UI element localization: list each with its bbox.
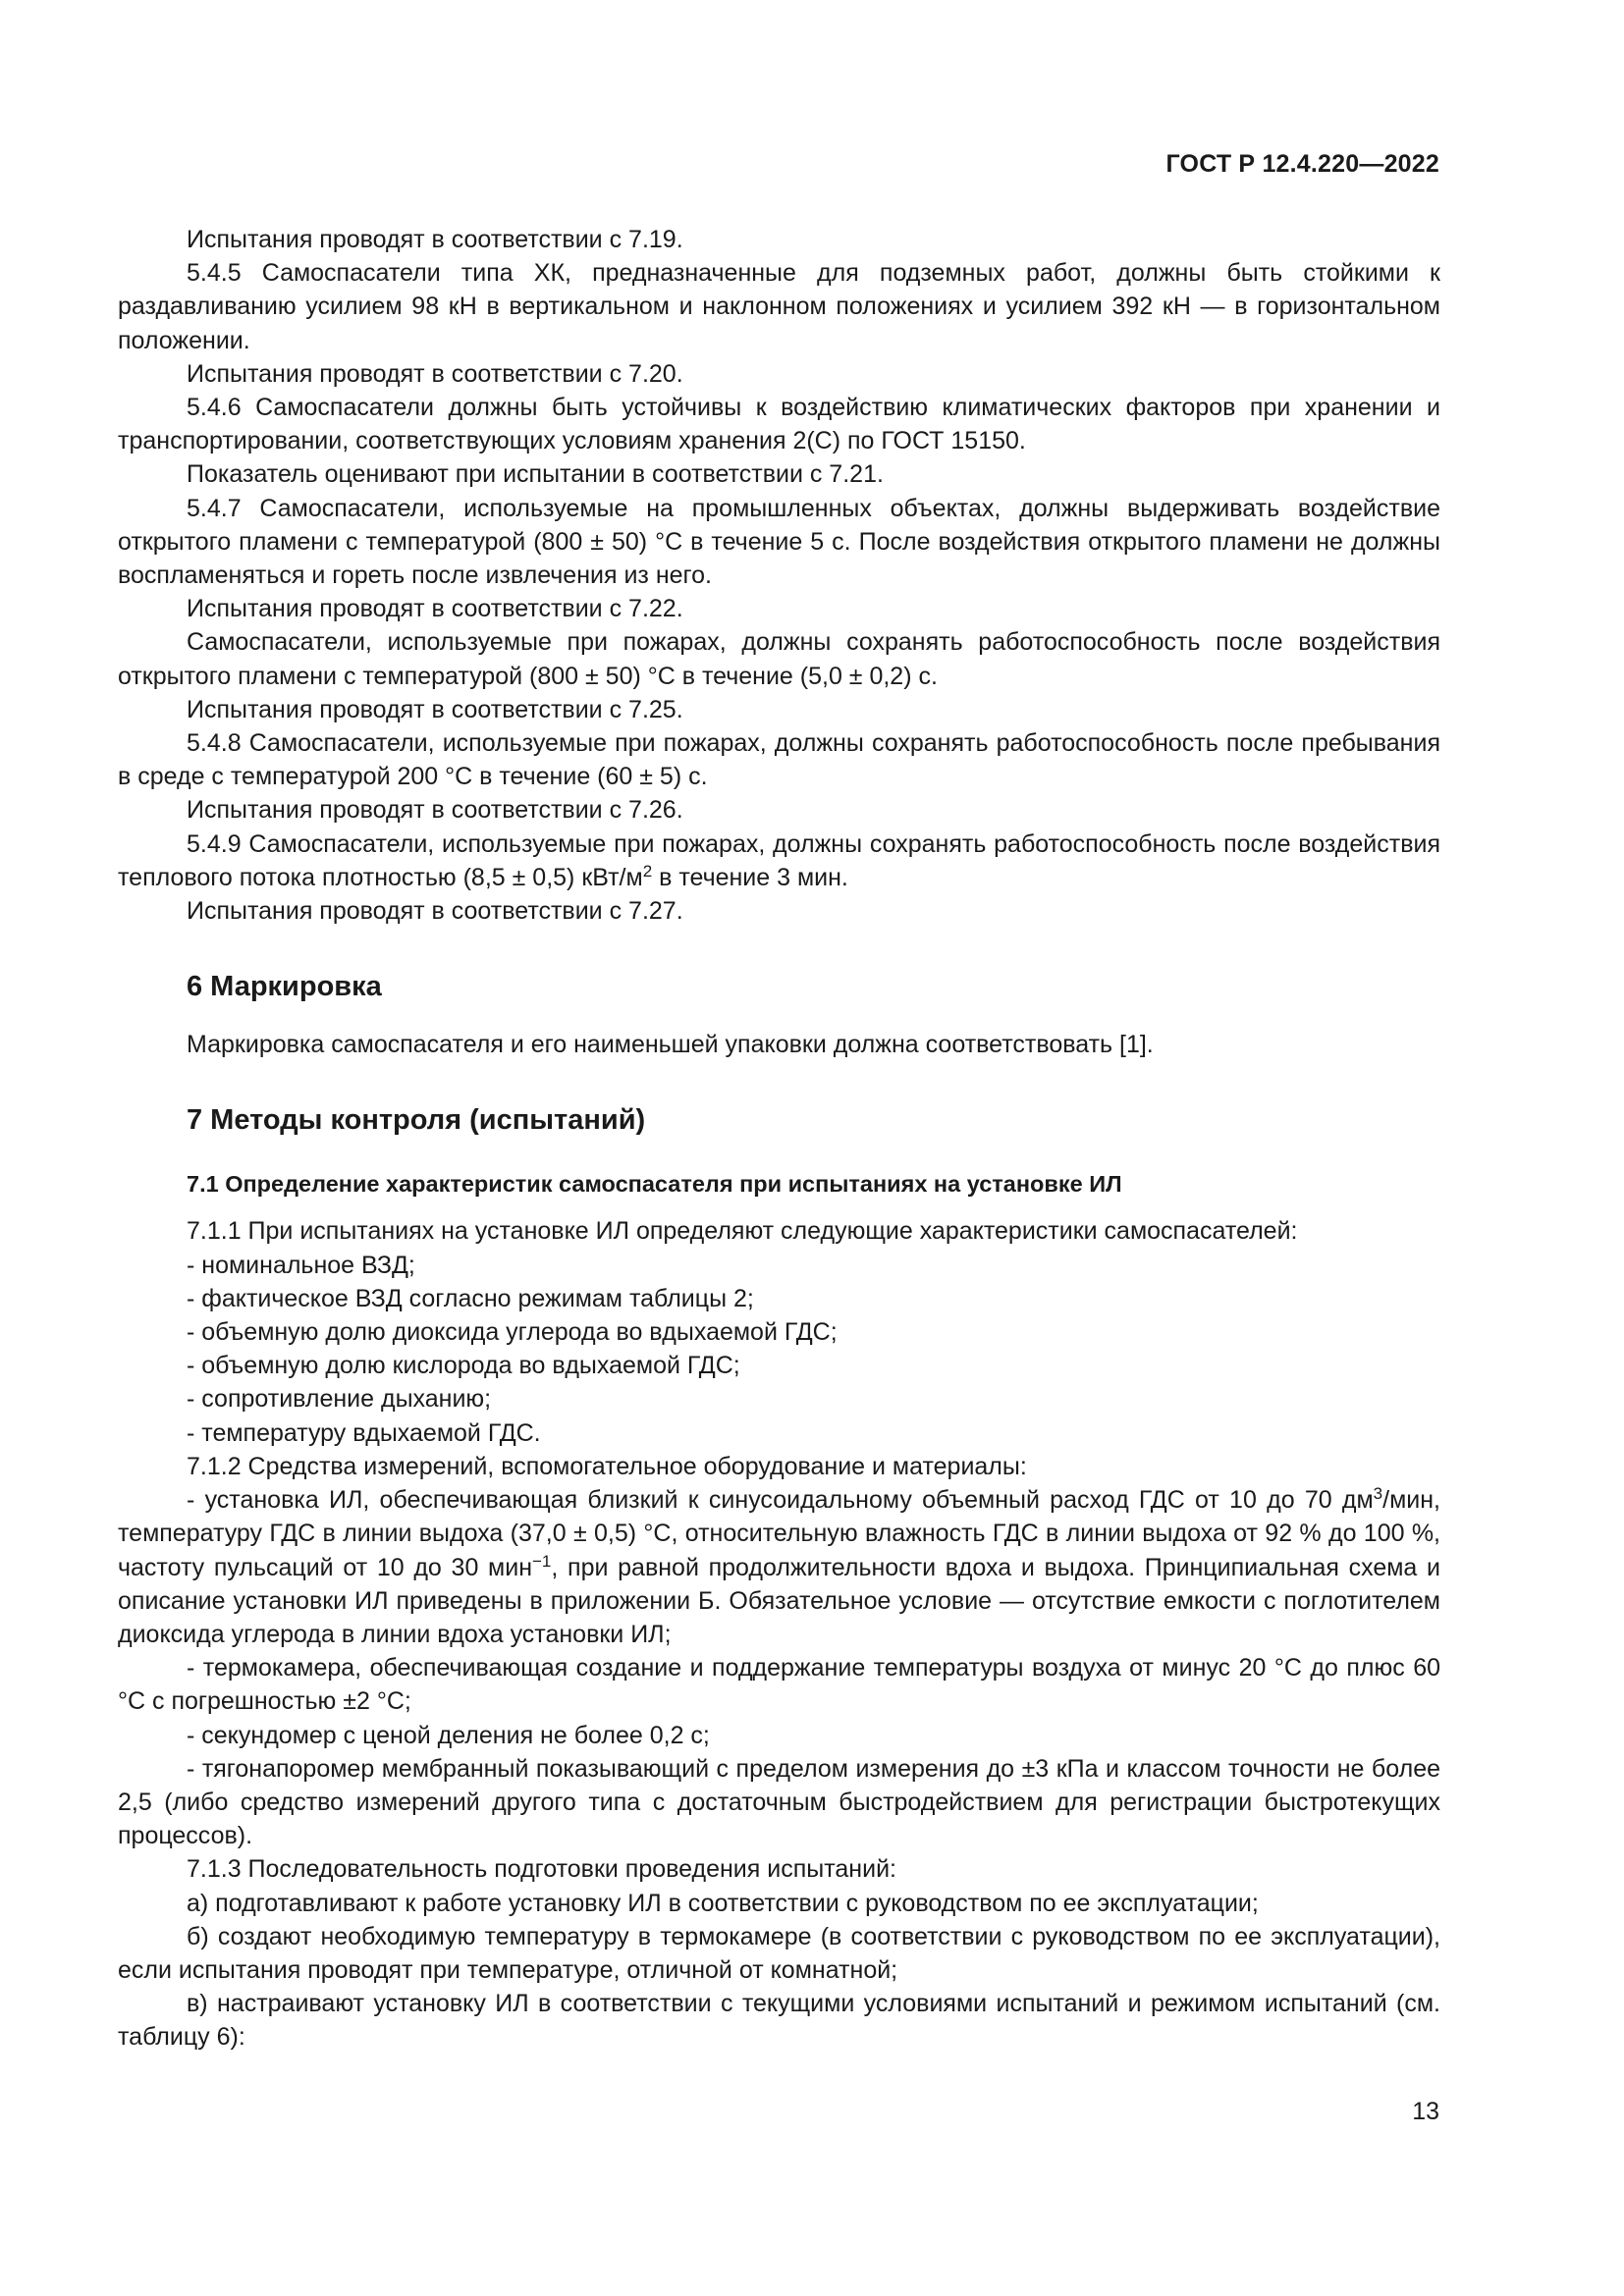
superscript: 2 (642, 861, 653, 881)
equipment-item: - секундомер с ценой деления не более 0,2 с; (187, 1721, 710, 1749)
paragraph: Испытания проводят в соответствии с 7.27. (187, 897, 683, 926)
section-heading-6: 6 Маркировка (187, 971, 382, 1003)
paragraph: Испытания проводят в соответствии с 7.26. (187, 796, 683, 825)
list-item: - номинальное ВЗД; (187, 1251, 415, 1279)
list-item: - объемную долю диоксида углерода во вдыхаемой ГДС; (187, 1318, 838, 1347)
paragraph: 5.4.8 Самоспасатели, используемые при пожарах, должны сохранять работоспособность после пребывания в среде с температурой 200 °С в течение (60 ± 5) с. (118, 729, 1440, 791)
paragraph: Испытания проводят в соответствии с 7.20. (187, 359, 683, 388)
paragraph-7-1-3: 7.1.3 Последовательность подготовки проведения испытаний: (187, 1855, 896, 1884)
paragraph: Испытания проводят в соответствии с 7.22. (187, 595, 683, 623)
page-content (118, 223, 1440, 2055)
section-heading-7: 7 Методы контроля (испытаний) (187, 1104, 646, 1137)
paragraph-5-4-9 (118, 828, 1440, 894)
list-item: - фактическое ВЗД согласно режимам таблицы 2; (187, 1284, 754, 1312)
paragraph: Испытания проводят в соответствии с 7.25. (187, 695, 683, 723)
document-header: ГОСТ Р 12.4.220—2022 (1165, 150, 1439, 178)
subsection-heading-7-1: 7.1 Определение характеристик самоспасателя при испытаниях на установке ИЛ (187, 1171, 1122, 1198)
paragraph: 5.4.7 Самоспасатели, используемые на промышленных объектах, должны выдерживать воздействие открытого пламени с температурой (800 ± 50) °С в течение 5 с. После воздействия открытого пламени не должны воспламеняться и гореть после извлечения из него. (118, 494, 1440, 590)
paragraph: Самоспасатели, используемые при пожарах, должны сохранять работоспособность после воздействия открытого пламени с температурой (800 ± 50) °С в течение (5,0 ± 0,2) с. (118, 628, 1440, 690)
text-run: - установка ИЛ, обеспечивающая близкий к синусоидальному объемный расход ГДС от 10 до 70 дм (187, 1486, 1374, 1515)
paragraph-7-1-2: 7.1.2 Средства измерений, вспомогательное оборудование и материалы: (187, 1452, 1027, 1480)
text-run: 5.4.9 Самоспасатели, используемые при пожарах, должны сохранять работоспособность после воздействия теплового потока плотностью (8,5 ± 0,5) кВт/м (118, 829, 1440, 891)
list-item: - сопротивление дыханию; (187, 1385, 492, 1414)
superscript: −1 (532, 1551, 552, 1571)
list-item: - температуру вдыхаемой ГДС. (187, 1418, 541, 1447)
text-run: , при равной продолжительности вдоха и выдоха. Принципиальная схема и описание установки ИЛ приведены в приложении Б. Обязательное условие — отсутствие емкости с поглотителем диоксида углерода в линии вдоха установки ИЛ; (118, 1553, 1440, 1648)
superscript: 3 (1373, 1484, 1383, 1504)
paragraph: Показатель оценивают при испытании в соответствии с 7.21. (187, 460, 884, 489)
paragraph: Испытания проводят в соответствии с 7.19. (187, 226, 683, 253)
paragraph: 5.4.5 Самоспасатели типа ХК, предназначенные для подземных работ, должны быть стойкими к раздавливанию усилием 98 кН в вертикальном и наклонном положениях и усилием 392 кН — в горизонтальном положении. (118, 259, 1440, 354)
equipment-item: - термокамера, обеспечивающая создание и поддержание температуры воздуха от минус 20 °С до плюс 60 °С с погрешностью ±2 °С; (118, 1654, 1440, 1716)
equipment-item: - тягонапоромер мембранный показывающий с пределом измерения до ±3 кПа и классом точности не более 2,5 (либо средство измерений другого типа с достаточным быстродействием для регистрации быстротекущих процессов). (118, 1754, 1440, 1850)
equipment-item-il (118, 1483, 1440, 1651)
paragraph-7-1-1: 7.1.1 При испытаниях на установке ИЛ определяют следующие характеристики самоспасателей: (187, 1217, 1298, 1246)
step-item: б) создают необходимую температуру в термокамере (в соответствии с руководством по ее эксплуатации), если испытания проводят при температуре, отличной от комнатной; (118, 1922, 1440, 1984)
step-item: в) настраивают установку ИЛ в соответствии с текущими условиями испытаний и режимом испытаний (см. таблицу 6): (118, 1990, 1440, 2052)
list-item: - объемную долю кислорода во вдыхаемой ГДС; (187, 1352, 740, 1380)
text-run: в течение 3 мин. (652, 863, 848, 891)
paragraph: 5.4.6 Самоспасатели должны быть устойчивы к воздействию климатических факторов при хранении и транспортировании, соответствующих условиям хранения 2(С) по ГОСТ 15150. (118, 394, 1440, 455)
characteristics-list (118, 1249, 1440, 1450)
step-item: а) подготавливают к работе установку ИЛ в соответствии с руководством по ее эксплуатации; (187, 1889, 1259, 1917)
page-number: 13 (1412, 2098, 1439, 2125)
paragraph: Маркировка самоспасателя и его наименьшей упаковки должна соответствовать [1]. (187, 1031, 1154, 1059)
text-run: /мин, температуру ГДС в линии выдоха (37,0 ± 0,5) °С, относительную влажность ГДС в линии выдоха от 92 % до 100 %, частоту пульсаций от 10 до 30 мин (118, 1486, 1440, 1581)
